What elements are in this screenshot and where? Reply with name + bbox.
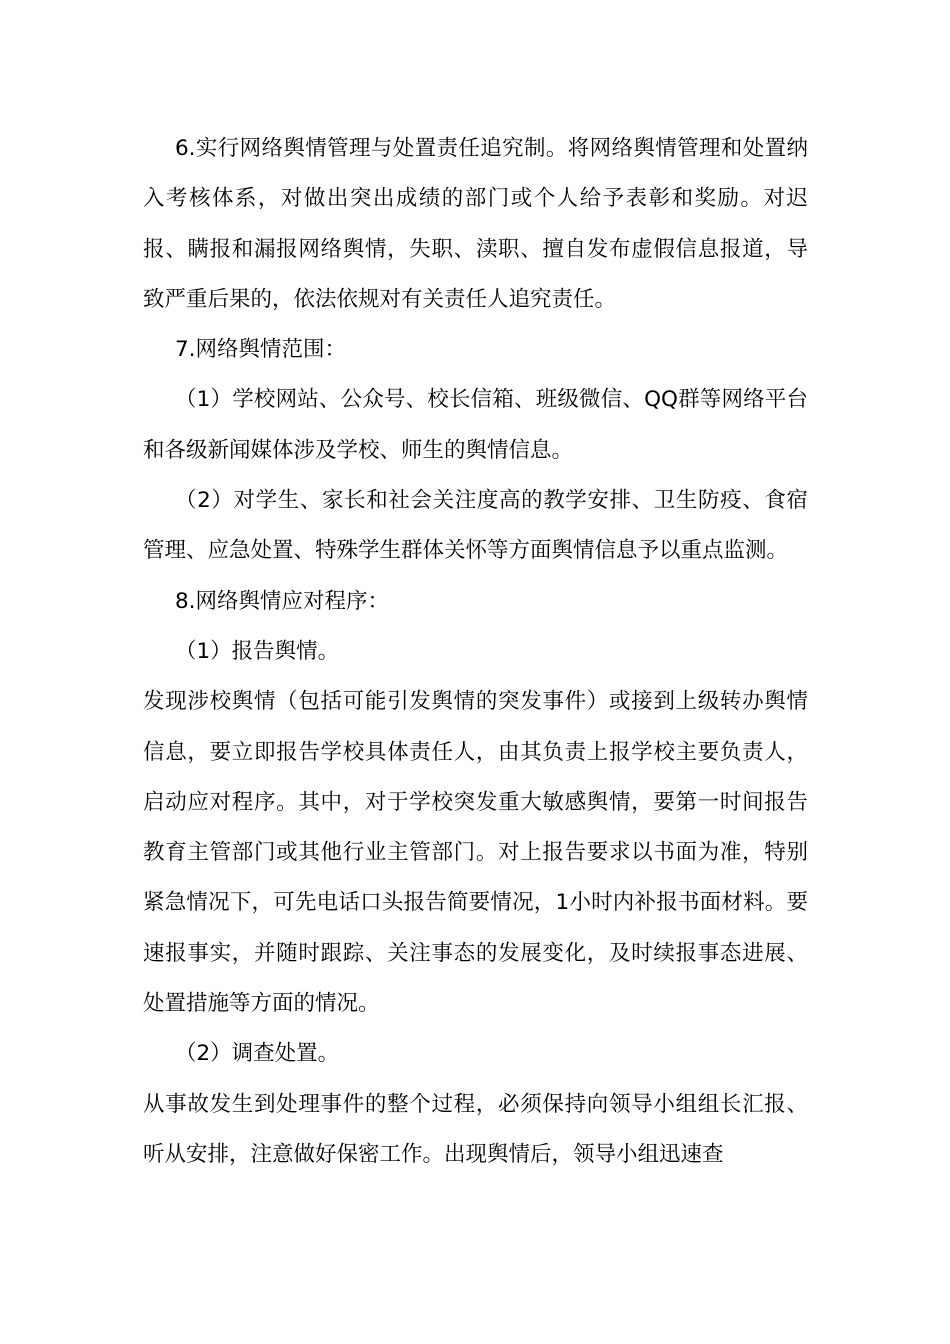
heading-procedure: 8.网络舆情应对程序： [175,588,390,614]
paragraph-accountability: 6.实行网络舆情管理与处置责任追究制。将网络舆情管理和处置纳入考核体系，对做出突出成绩的部门或个人给予表彰和奖励。对迟报、瞒报和漏报网络舆情，失职、渎职、擅自发布虚假信息报道，导致严重后果的，依法依规对有关责任人追究责任。 [143,136,808,312]
paragraph-scope-item-2: （2）对学生、家长和社会关注度高的教学安排、卫生防疫、食宿管理、应急处置、特殊学生群体关怀等方面舆情信息予以重点监测。 [143,488,808,564]
heading-scope: 7.网络舆情范围： [175,337,347,363]
paragraph-scope-item-1: （1）学校网站、公众号、校长信箱、班级微信、QQ群等网络平台和各级新闻媒体涉及学校、师生的舆情信息。 [143,387,808,463]
paragraph-report: 发现涉校舆情（包括可能引发舆情的突发事件）或接到上级转办舆情信息，要立即报告学校具体责任人，由其负责上报学校主要负责人，启动应对程序。其中，对于学校突发重大敏感舆情，要第一时间报告教育主管部门或其他行业主管部门。对上报告要求以书面为准，特别紧急情况下，可先电话口头报告简要情况，1小时内补报书面材料。要速报事实，并随时跟踪、关注事态的发展变化，及时续报事态进展、处置措施等方面的情况。 [143,689,808,1017]
paragraph-investigation: 从事故发生到处理事件的整个过程，必须保持向领导小组组长汇报、听从安排，注意做好保密工作。出现舆情后，领导小组迅速查 [143,1091,808,1167]
heading-report: （1）报告舆情。 [175,638,340,664]
heading-investigation: （2）调查处置。 [175,1041,340,1067]
document-body [143,124,808,1180]
